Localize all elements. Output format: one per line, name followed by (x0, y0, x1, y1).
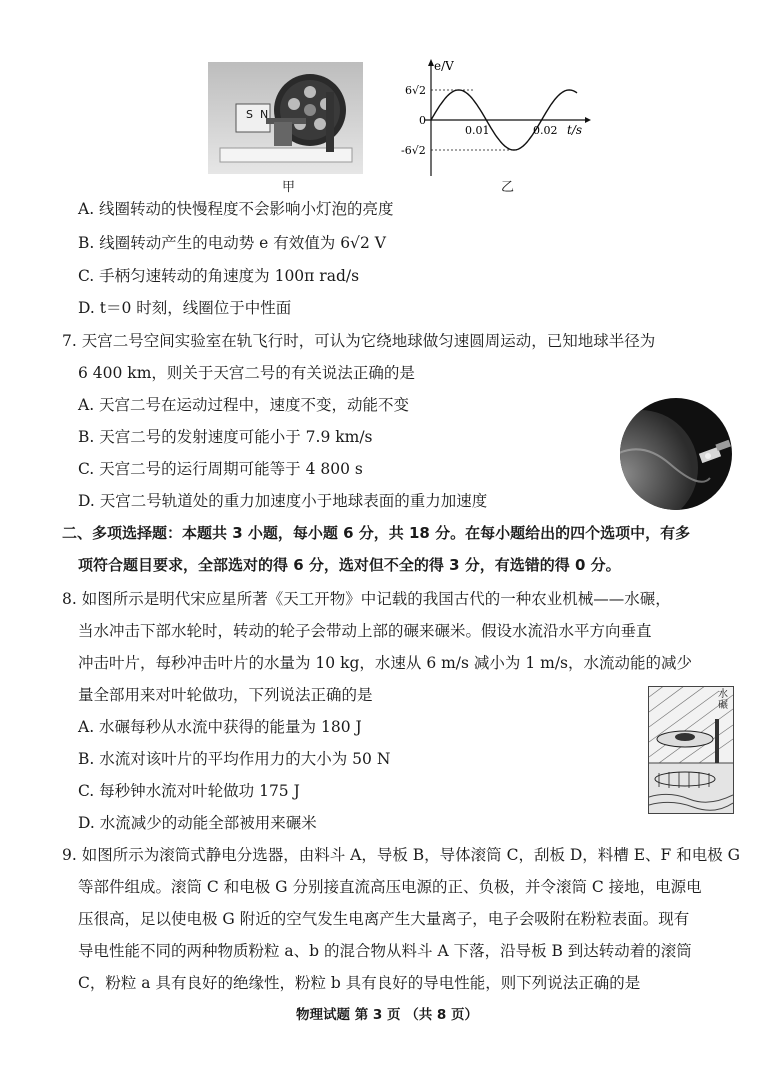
x-tick-2-label: 0.02 (533, 124, 558, 137)
q6-option-b: B. 线圈转动产生的电动势 e 有效值为 6√2 V (78, 234, 386, 252)
q9-stem-line4: 导电性能不同的两种物质粉粒 a、b 的混合物从料斗 A 下落，沿导板 B 到达转动着的滚筒 (78, 942, 692, 960)
t-axis-arrow-icon (585, 117, 591, 123)
q8-option-b: B. 水流对该叶片的平均作用力的大小为 50 N (78, 750, 391, 768)
e-axis-label: e/V (434, 59, 454, 73)
q8-option-d: D. 水流减少的动能全部被用来碾米 (78, 814, 317, 832)
q7-option-d: D. 天宫二号轨道处的重力加速度小于地球表面的重力加速度 (78, 492, 488, 510)
water-mill-illustration (648, 686, 734, 814)
q9-stem-line3: 压很高，足以使电极 G 附近的空气发生电离产生大量离子，电子会吸附在粉粒表面。现有 (78, 910, 690, 928)
q6-option-c: C. 手柄匀速转动的角速度为 100π rad/s (78, 267, 360, 285)
q8-stem-line1: 8. 如图所示是明代宋应星所著《天工开物》中记载的我国古代的一种农业机械——水碾， (62, 590, 671, 608)
q8-option-a: A. 水碾每秒从水流中获得的能量为 180 J (78, 718, 362, 736)
x-tick-1-label: 0.01 (465, 124, 490, 137)
section2-heading-line2: 项符合题目要求，全部选对的得 6 分，选对但不全的得 3 分，有选错的得 0 分。 (78, 556, 621, 574)
emf-graph (395, 56, 595, 186)
q7-option-c: C. 天宫二号的运行周期可能等于 4 800 s (78, 460, 363, 478)
figure-yi-caption: 乙 (501, 180, 515, 195)
y-min-label: -6√2 (401, 144, 426, 157)
water-mill-label: 水碾 (718, 689, 728, 711)
q7-option-a: A. 天宫二号在运动过程中，速度不变，动能不变 (78, 396, 410, 414)
generator-illustration (208, 62, 363, 174)
q6-option-d: D. t＝0 时刻，线圈位于中性面 (78, 299, 292, 317)
q7-stem-line1: 7. 天宫二号空间实验室在轨飞行时，可认为它绕地球做匀速圆周运动，已知地球半径为 (62, 332, 656, 350)
t-axis-label: t/s (567, 123, 583, 137)
q9-stem-line5: C，粉粒 a 具有良好的绝缘性，粉粒 b 具有良好的导电性能，则下列说法正确的是 (78, 974, 641, 992)
q7-option-b: B. 天宫二号的发射速度可能小于 7.9 km/s (78, 428, 373, 446)
magnet-s-label: S (246, 108, 253, 121)
magnet-n-label: N (260, 108, 269, 121)
y-max-label: 6√2 (405, 84, 427, 97)
figure-jia-caption: 甲 (282, 180, 296, 195)
q8-option-c: C. 每秒钟水流对叶轮做功 175 J (78, 782, 300, 800)
q8-stem-line3: 冲击叶片，每秒冲击叶片的水量为 10 kg，水速从 6 m/s 减小为 1 m/s，水流动能的减少 (78, 654, 693, 672)
space-station-photo (620, 398, 732, 510)
q8-stem-line2: 当水冲击下部水轮时，转动的轮子会带动上部的碾来碾米。假设水流沿水平方向垂直 (78, 622, 652, 640)
section2-heading-line1: 二、多项选择题：本题共 3 小题，每小题 6 分，共 18 分。在每小题给出的四个选项中，有多 (62, 524, 691, 542)
generator-photo (208, 62, 363, 174)
q9-stem-line1: 9. 如图所示为滚筒式静电分选器，由料斗 A，导板 B，导体滚筒 C，刮板 D，料槽 E、F 和电极 G (62, 846, 741, 864)
q7-stem-line2: 6 400 km，则关于天宫二号的有关说法正确的是 (78, 364, 415, 382)
page-footer: 物理试题 第 3 页 （共 8 页） (296, 1007, 478, 1023)
q8-stem-line4: 量全部用来对叶轮做功，下列说法正确的是 (78, 686, 373, 704)
q6-option-a: A. 线圈转动的快慢程度不会影响小灯泡的亮度 (78, 200, 394, 218)
origin-label: 0 (419, 114, 426, 127)
q9-stem-line2: 等部件组成。滚筒 C 和电极 G 分别接直流高压电源的正、负极，并令滚筒 C 接地，电源电 (78, 878, 702, 896)
